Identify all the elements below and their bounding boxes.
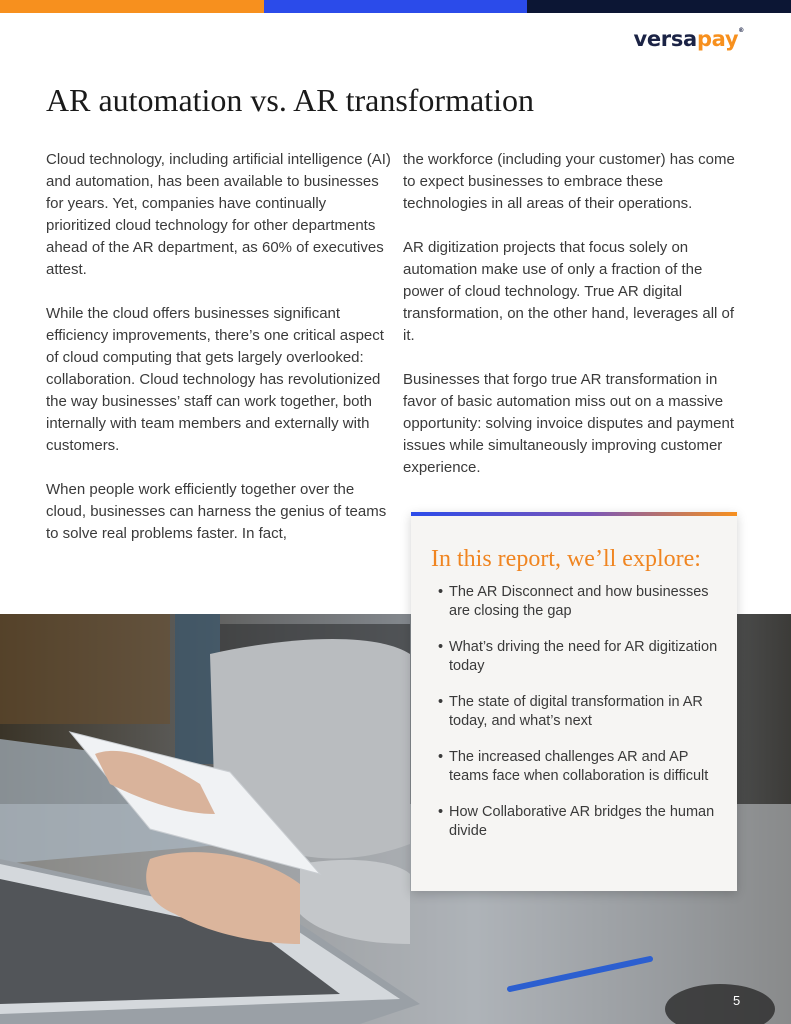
logo-main: versa xyxy=(633,27,697,51)
body-paragraph: When people work efficiently together over the cloud, businesses can harness the genius of teams to solve real problems faster. In fact, xyxy=(46,481,387,542)
top-bar-blue-segment xyxy=(264,0,527,13)
list-item xyxy=(438,583,723,621)
list-item xyxy=(438,748,723,786)
callout-gradient-rule xyxy=(411,512,737,516)
callout-heading: In this report, we’ll explore: xyxy=(431,546,701,572)
body-column-right xyxy=(403,149,743,501)
page-number: 5 xyxy=(733,993,741,1008)
body-column-left xyxy=(46,149,391,567)
list-item-text: The increased challenges AR and AP teams face when collaboration is difficult xyxy=(449,749,709,784)
top-bar-orange-segment xyxy=(0,0,264,13)
body-paragraph: Businesses that forgo true AR transformation in favor of basic automation miss out on a massive opportunity: solving invoice disputes and payment issues while simultaneously improving customer experience. xyxy=(403,371,735,476)
bullet-icon: • xyxy=(438,584,444,600)
explore-callout-box xyxy=(411,512,737,891)
bullet-icon: • xyxy=(438,804,444,820)
body-paragraph: AR digitization projects that focus solely on automation make use of only a fraction of the power of cloud technology. True AR digital transformation, on the other hand, leverages all of it. xyxy=(403,239,735,344)
bullet-icon: • xyxy=(438,639,444,655)
body-paragraph: the workforce (including your customer) has come to expect businesses to embrace these technologies in all areas of their operations. xyxy=(403,151,735,212)
versapay-logo xyxy=(633,27,744,51)
list-item xyxy=(438,803,723,841)
list-item-text: The AR Disconnect and how businesses are closing the gap xyxy=(449,584,709,619)
logo-registered-mark: ® xyxy=(738,27,744,34)
bullet-icon: • xyxy=(438,749,444,765)
list-item-text: What’s driving the need for AR digitization today xyxy=(449,639,718,674)
body-paragraph: While the cloud offers businesses significant efficiency improvements, there’s one critical aspect of cloud computing that gets largely overlooked: collaboration. Cloud technology has revolutionized the way businesses’ staff can work together, both internally with team members and externally with customers. xyxy=(46,305,384,454)
top-color-bar xyxy=(0,0,791,13)
list-item-text: The state of digital transformation in AR today, and what’s next xyxy=(449,694,703,729)
list-item xyxy=(438,693,723,731)
bullet-icon: • xyxy=(438,694,444,710)
list-item xyxy=(438,638,723,676)
explore-list xyxy=(438,583,723,858)
top-bar-navy-segment xyxy=(527,0,791,13)
logo-accent: pay xyxy=(696,27,739,51)
body-paragraph: Cloud technology, including artificial intelligence (AI) and automation, has been available to businesses for years. Yet, companies have continually prioritized cloud technology for other departments ahead of the AR department, as 60% of executives attest. xyxy=(46,151,391,278)
page-title: AR automation vs. AR transformation xyxy=(46,82,534,118)
list-item-text: How Collaborative AR bridges the human divide xyxy=(449,804,715,839)
